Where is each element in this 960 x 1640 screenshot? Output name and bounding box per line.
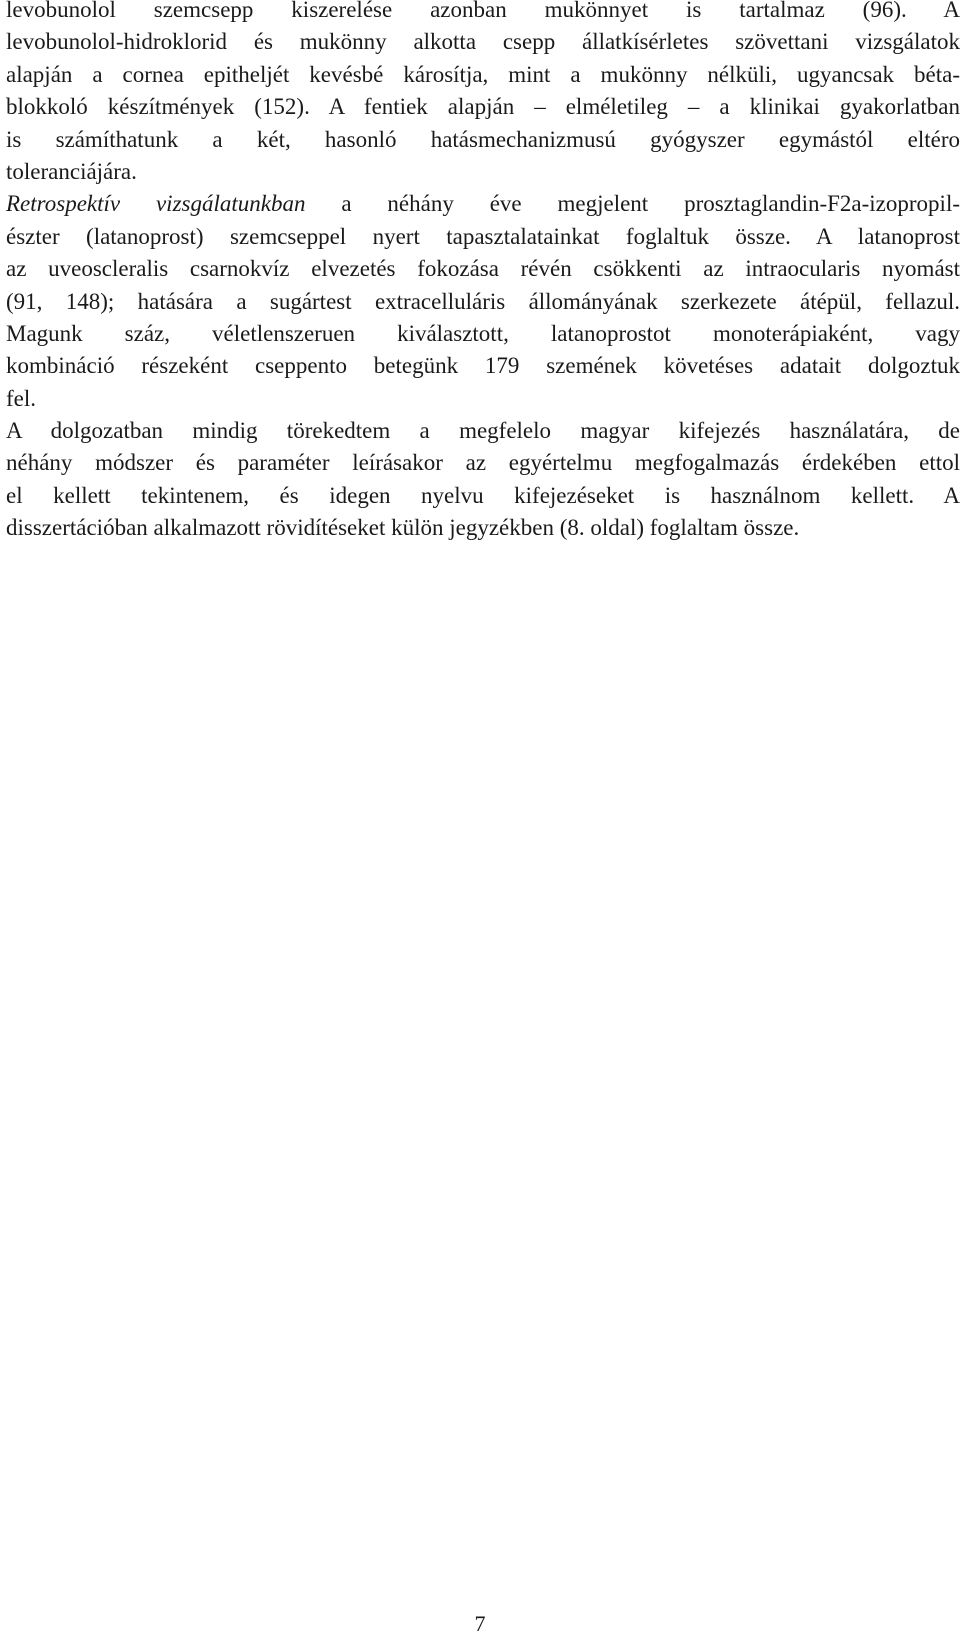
text-line: el kellett tekintenem, és idegen nyelvu kifejezéseket is használnom kellett. A (6, 482, 960, 508)
text-line: kombináció részeként cseppento betegünk 179 szemének követéses adatait dolgoztuk (6, 353, 960, 379)
text-line: (91, 148); hatására a sugártest extracelluláris állományának szerkezete átépül, fellazul. (6, 288, 960, 314)
page-number: 7 (474, 1611, 486, 1636)
text-line: levobunolol szemcsepp kiszerelése azonban mukönnyet is tartalmaz (96). A (6, 0, 960, 22)
text-line: disszertációban alkalmazott rövidítéseket külön jegyzékben (8. oldal) foglaltam össze. (6, 515, 800, 541)
text-line: az uveoscleralis csarnokvíz elvezetés fokozása révén csökkenti az intraocularis nyomást (6, 256, 960, 282)
text-line: néhány módszer és paraméter leírásakor az egyértelmu megfogalmazás érdekében ettol (6, 450, 960, 476)
text-line: toleranciájára. (6, 158, 137, 184)
body-text (6, 0, 960, 551)
text-line: is számíthatunk a két, hasonló hatásmechanizmusú gyógyszer egymástól eltéro (6, 126, 960, 152)
text-line: észter (latanoprost) szemcseppel nyert tapasztalatainkat foglaltuk össze. A latanoprost (6, 223, 960, 249)
text-line: levobunolol-hidroklorid és mukönny alkotta csepp állatkísérletes szövettani vizsgálatok (6, 29, 960, 55)
italic-phrase: Retrospektív vizsgálatunkban (6, 191, 306, 217)
text-line: alapján a cornea epitheljét kevésbé károsítja, mint a mukönny nélküli, ugyancsak béta- (6, 61, 960, 87)
text-line-rest: a néhány éve megjelent prosztaglandin-F2a-izopropil- (305, 191, 960, 217)
text-line: A dolgozatban mindig törekedtem a megfelelo magyar kifejezés használatára, de (6, 418, 960, 444)
text-line: blokkoló készítmények (152). A fentiek alapján – elméletileg – a klinikai gyakorlatban (6, 94, 960, 120)
text-line: Magunk száz, véletlenszeruen kiválasztott, latanoprostot monoterápiaként, vagy (6, 320, 960, 346)
text-line: fel. (6, 385, 37, 411)
